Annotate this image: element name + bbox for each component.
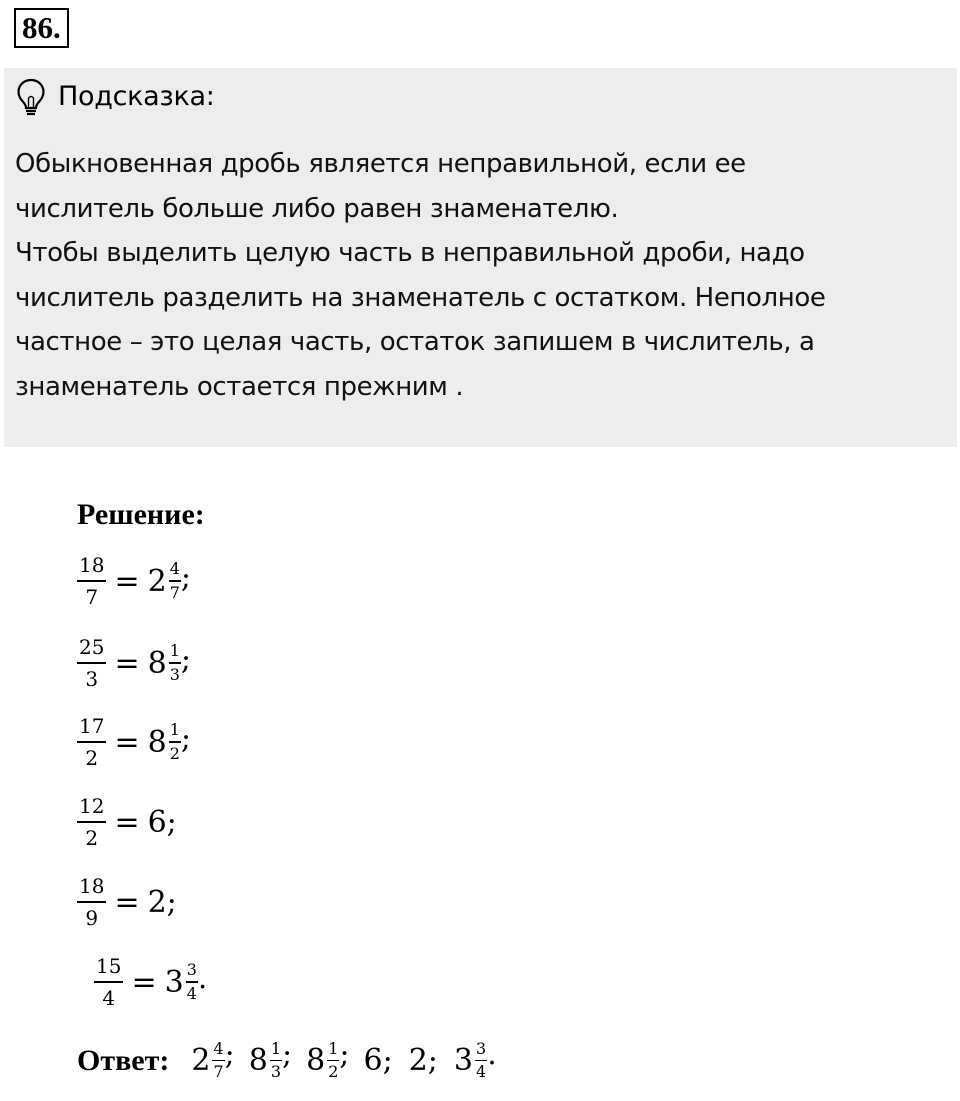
- denominator: 7: [85, 585, 99, 609]
- equals-sign: =: [131, 964, 157, 1000]
- hint-text: [15, 142, 940, 409]
- equals-sign: =: [114, 724, 140, 760]
- fraction-bar: [475, 1060, 487, 1062]
- hint-title: [16, 78, 215, 116]
- answer-label: Ответ:: [77, 1043, 170, 1077]
- fraction: [77, 876, 106, 928]
- fraction: [327, 1038, 339, 1082]
- fraction: [475, 1038, 487, 1082]
- fraction-bar: [77, 901, 106, 903]
- fraction: [169, 561, 181, 601]
- fraction-bar: [169, 662, 181, 664]
- fraction: [77, 796, 106, 848]
- whole-part: 3: [453, 1043, 473, 1078]
- numerator: 18: [79, 874, 105, 898]
- hint-line: Обыкновенная дробь является неправильной, если ее: [15, 149, 746, 179]
- answer-item: [191, 1037, 234, 1084]
- equation: [77, 876, 179, 928]
- fraction: [77, 716, 106, 768]
- numerator: 1: [169, 720, 180, 740]
- answer: [77, 1037, 511, 1084]
- denominator: 4: [476, 1062, 487, 1082]
- punctuation: ;: [180, 721, 191, 756]
- answer-item: [409, 1043, 440, 1078]
- answer-item: [364, 1043, 395, 1078]
- punctuation: ;: [224, 1037, 235, 1072]
- fraction-bar: [327, 1060, 339, 1062]
- numerator: 3: [476, 1038, 487, 1058]
- equals-sign: =: [114, 563, 140, 599]
- numerator: 12: [79, 794, 105, 818]
- solution-label: Решение:: [77, 498, 205, 531]
- denominator: 9: [85, 906, 99, 930]
- fraction-bar: [77, 580, 106, 582]
- equation: [77, 555, 191, 607]
- numerator: 1: [328, 1038, 339, 1058]
- fraction: [169, 643, 181, 683]
- punctuation: .: [487, 1037, 497, 1072]
- whole-part: 8: [147, 645, 167, 681]
- denominator: 7: [213, 1062, 224, 1082]
- numerator: 1: [169, 641, 180, 661]
- denominator: 2: [169, 743, 180, 763]
- fraction-bar: [270, 1060, 282, 1062]
- fraction-bar: [169, 741, 181, 743]
- lightbulb-icon: [16, 78, 46, 116]
- hint-line: числитель больше либо равен знаменателю.: [15, 193, 619, 224]
- hint-line: знаменатель остается прежним .: [15, 371, 464, 402]
- numerator: 4: [213, 1038, 224, 1058]
- hint-title-text: Подсказка:: [58, 81, 215, 112]
- fraction: [186, 962, 198, 1002]
- hint-line: числитель разделить на знаменатель с остатком. Неполное: [15, 282, 826, 313]
- task-number: 86.: [14, 8, 69, 48]
- punctuation: ;: [180, 560, 191, 595]
- denominator: 2: [328, 1062, 339, 1082]
- numerator: 4: [169, 559, 180, 579]
- fraction-bar: [212, 1060, 224, 1062]
- whole-part: 2: [147, 563, 167, 599]
- whole-part: 8: [306, 1043, 326, 1078]
- denominator: 7: [169, 582, 180, 602]
- numerator: 15: [96, 954, 122, 978]
- fraction: [270, 1038, 282, 1082]
- hint-line: частное – это целая часть, остаток запишем в числитель, а: [15, 327, 815, 357]
- answer-item: [249, 1037, 292, 1084]
- whole-part: 2: [191, 1043, 211, 1078]
- fraction: [94, 956, 123, 1008]
- numerator: 3: [186, 960, 197, 980]
- punctuation: ;: [180, 642, 191, 677]
- denominator: 4: [102, 986, 116, 1010]
- equals-sign: =: [114, 804, 140, 840]
- whole-part: 3: [164, 964, 184, 1000]
- fraction-bar: [77, 821, 106, 823]
- equation: [77, 796, 179, 848]
- equals-sign: =: [114, 645, 140, 681]
- denominator: 3: [85, 667, 99, 691]
- numerator: 25: [79, 635, 105, 659]
- whole-part: 2;: [147, 884, 177, 920]
- numerator: 18: [79, 553, 105, 577]
- fraction-bar: [169, 580, 181, 582]
- denominator: 3: [169, 664, 180, 684]
- fraction-bar: [186, 981, 198, 983]
- fraction: [169, 722, 181, 762]
- equals-sign: =: [114, 884, 140, 920]
- answer-item: [454, 1037, 497, 1084]
- fraction-bar: [94, 981, 123, 983]
- whole-part: 6;: [363, 1043, 393, 1078]
- hint-line: Чтобы выделить целую часть в неправильной дроби, надо: [15, 238, 805, 268]
- whole-part: 2;: [408, 1043, 438, 1078]
- answer-item: [306, 1037, 349, 1084]
- punctuation: ;: [339, 1037, 350, 1072]
- equation: [77, 637, 191, 689]
- punctuation: ;: [282, 1037, 293, 1072]
- fraction-bar: [77, 662, 106, 664]
- denominator: 3: [270, 1062, 281, 1082]
- denominator: 4: [186, 983, 197, 1003]
- punctuation: .: [197, 961, 208, 996]
- whole-part: 8: [248, 1043, 268, 1078]
- denominator: 2: [85, 826, 99, 850]
- denominator: 2: [85, 746, 99, 770]
- equation: [94, 956, 207, 1008]
- whole-part: 6;: [147, 804, 177, 840]
- numerator: 17: [79, 714, 105, 738]
- equation: [77, 716, 191, 768]
- numerator: 1: [270, 1038, 281, 1058]
- fraction: [77, 637, 106, 689]
- whole-part: 8: [147, 724, 167, 760]
- fraction-bar: [77, 741, 106, 743]
- fraction: [212, 1038, 224, 1082]
- fraction: [77, 555, 106, 607]
- answer-items: [191, 1037, 510, 1084]
